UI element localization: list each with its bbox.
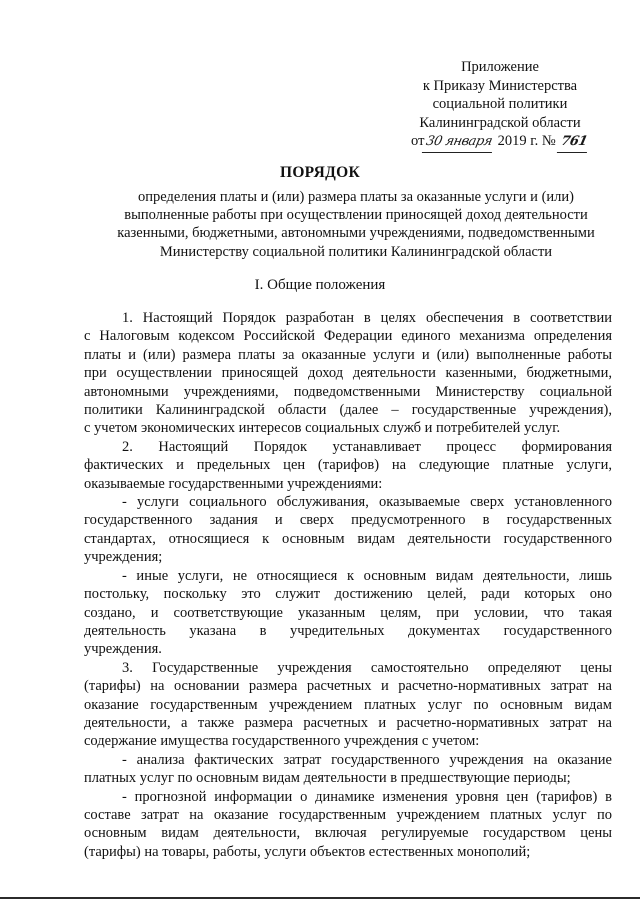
text-line: составе затрат на оказание государственным учреждением платных услуг по [84,806,612,823]
text-line: - услуги социального обслуживания, оказываемые сверх установленного [122,494,612,511]
appendix-block [400,58,600,153]
document-body [84,309,612,861]
order-year-number-label: 2019 г. № [497,133,556,149]
subtitle-line: определения платы и (или) размера платы за оказанные услуги и (или) [138,189,574,205]
text-line: платных услуг по основным видам деятельности в предшествующие периоды; [84,770,571,787]
subtitle-line: выполненные работы при осуществлении приносящей доход деятельности [124,207,588,224]
appendix-region: Калининградской области [419,114,581,131]
paragraph-3 [84,659,612,751]
text-line: автономными учреждениями, подведомственными Министерству социальной [84,383,612,400]
text-line: деятельность указана в учредительных документах государственного [84,622,612,639]
appendix-ministry: социальной политики [432,96,568,112]
handwritten-order-number: 761 [557,133,591,153]
text-line: - анализа фактических затрат государственного учреждения на оказание [122,751,612,768]
text-line: с учетом экономических интересов социальных служб и потребителей услуг. [84,420,561,437]
subtitle-line: казенными, бюджетными, автономными учреждениями, подведомственными [117,225,595,242]
text-line: (тарифы) на товары, работы, услуги объектов естественных монополий; [84,843,531,860]
text-line: при осуществлении приносящей доход деятельности казенными, бюджетными, [84,365,612,382]
paragraph-3-item-2 [84,788,612,862]
paragraph-3-item-1 [84,751,612,788]
document-title: ПОРЯДОК [279,164,361,181]
paragraph-2-item-2 [84,567,612,659]
document-subtitle [96,188,616,261]
text-line: создано, и соответствующие указанным целям, при условии, что такая [84,604,612,621]
text-line: учреждения; [84,549,163,566]
text-line: оказание государственным учреждением платных услуг по основным видам [84,696,612,713]
text-line: фактических и предельных цен (тарифов) на следующие платные услуги, [84,457,612,474]
text-line: политики Калининградской области (далее – государственные учреждения), [84,402,612,419]
appendix-order-ref: к Приказу Министерства [422,77,578,94]
text-line: 2. Настоящий Порядок устанавливает процесс формирования [122,438,612,455]
text-line: 3. Государственные учреждения самостоятельно определяют цены [122,659,612,676]
text-line: государственного задания и сверх предусмотренного в государственных [84,512,612,529]
text-line: - иные услуги, не относящиеся к основным видам деятельности, лишь [122,567,612,584]
appendix-date-line [400,132,600,153]
text-line: оказываемые государственными учреждениями: [84,475,383,492]
text-line: (тарифы) на основании размера расчетных и расчетно-нормативных затрат на [84,678,612,695]
text-line: 1. Настоящий Порядок разработан в целях обеспечения в соответствии [122,310,612,326]
handwritten-date: 30 января [422,133,496,153]
date-prefix: от [411,133,425,149]
text-line: деятельности, а также размера расчетных и расчетно-нормативных затрат на [84,714,612,731]
text-line: основным видам деятельности, включая регулируемые государством цены [84,825,612,842]
paragraph-1 [84,309,612,438]
paragraph-2-item-1 [84,493,612,567]
section-heading: I. Общие положения [254,277,386,293]
text-line: содержание имущества государственного учреждения с учетом: [84,733,480,750]
subtitle-line: Министерству социальной политики Калининградской области [159,243,553,260]
appendix-label: Приложение [461,59,539,75]
text-line: постольку, поскольку это служит достижению целей, ради которых оно [84,586,612,603]
text-line: - прогнозной информации о динамике изменения уровня цен (тарифов) в [122,788,612,805]
text-line: с Налоговым кодексом Российской Федерации единого механизма определения [84,328,612,345]
text-line: учреждения. [84,641,162,658]
text-line: платы и (или) размера платы за оказанные услуги и (или) выполненные работы [84,346,612,363]
paragraph-2 [84,438,612,493]
page-bottom-edge [0,897,640,899]
text-line: стандартах, относящиеся к основным видам деятельности государственного [84,530,612,547]
